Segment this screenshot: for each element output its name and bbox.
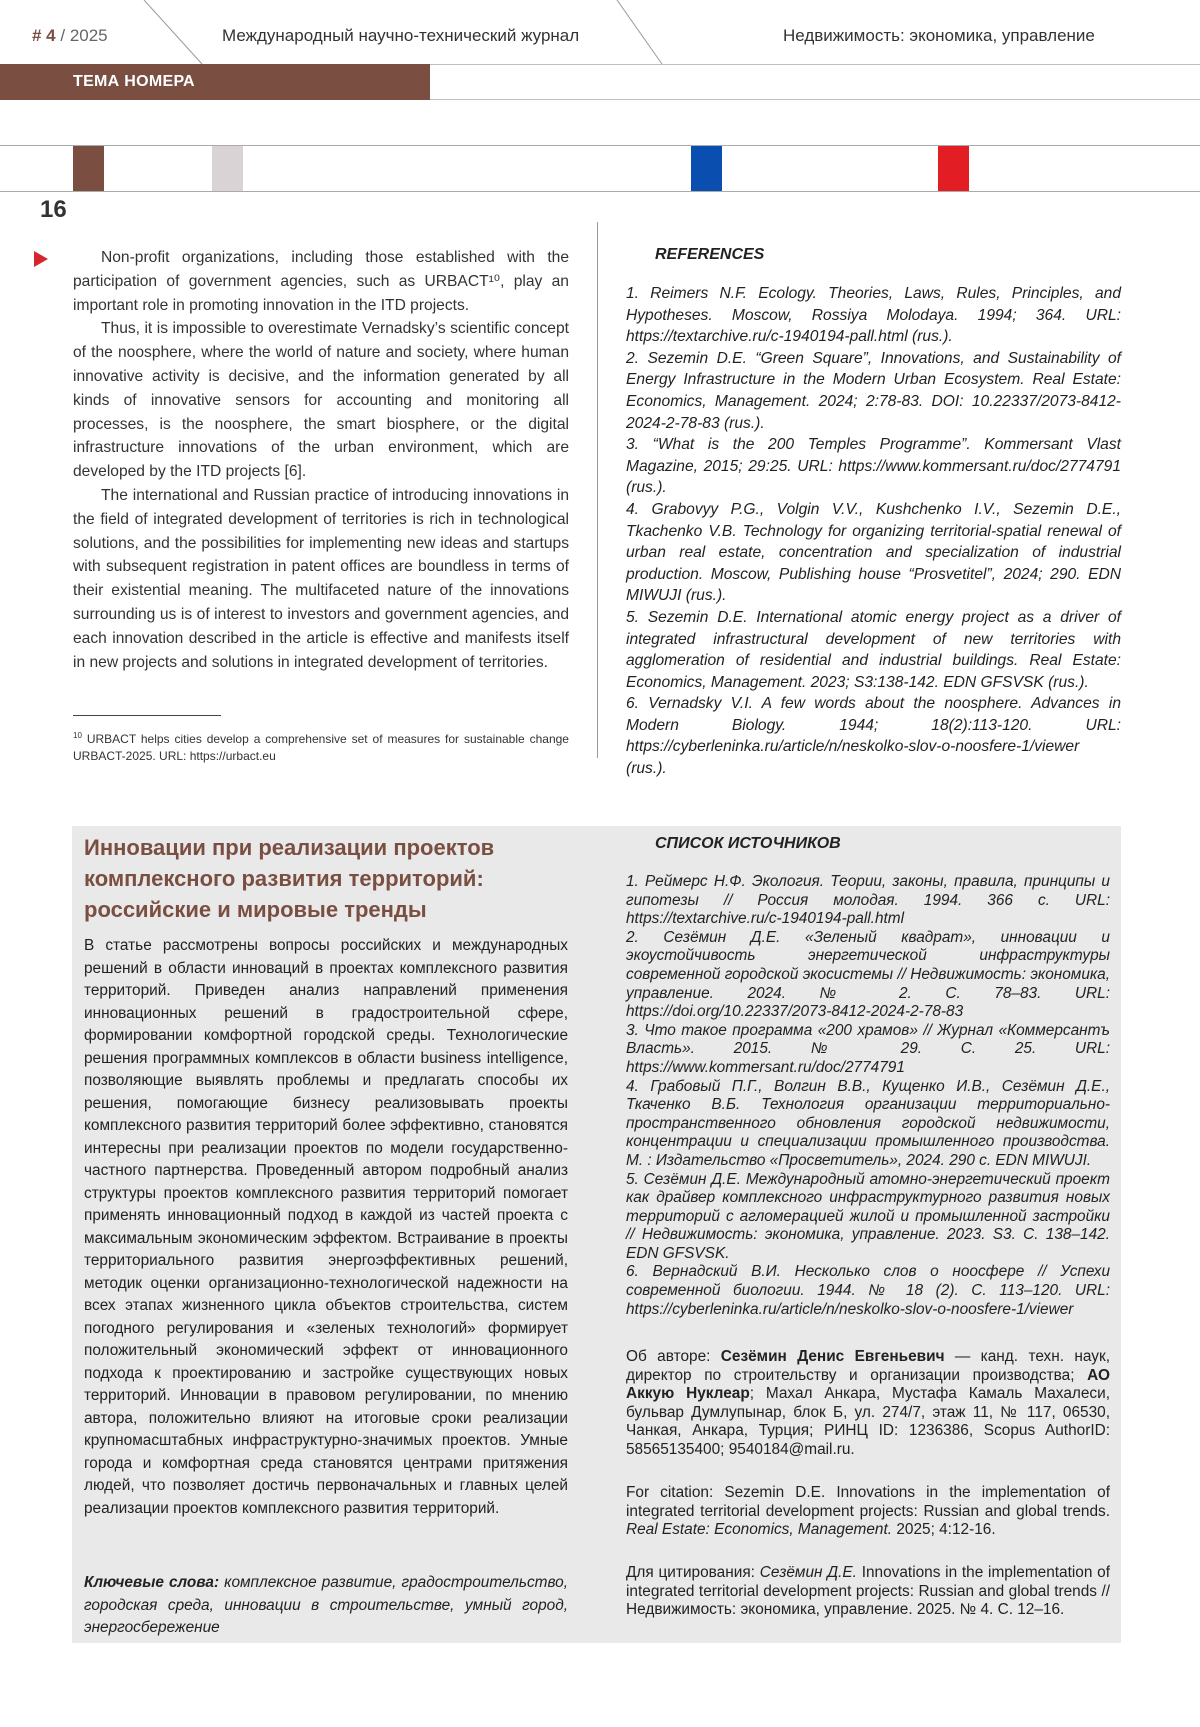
reference-item: 2. Sezemin D.E. “Green Square”, Innovations, and Sustainability of Energy Infrastructure in the Modern Urban Ecosystem. Real Estate: Economics, Management. 2024; 2:78-83. DOI: 10.22337/2073-8412-2024-2-78-83 (rus.). xyxy=(626,349,1121,432)
reference-item: 3. “What is the 200 Temples Programme”. Kommersant Vlast Magazine, 2015; 29:25. URL: https://www.kommersant.ru/doc/2774791 (rus.). xyxy=(626,436,1121,497)
reference-item: 2. Сезёмин Д.Е. «Зеленый квадрат», инновации и экоустойчивость энергетической инфраструктуры современной городской экосистемы // Недвижимость: экономика, управление. 2024. № 2. С. 78–83. URL: https://doi.org/10.22337/2073-8412-2024-2-78-83 xyxy=(626,928,1110,1021)
reference-item: 5. Сезёмин Д.Е. Международный атомно-энергетический проект как драйвер комплексного инфраструктурного развития новых территорий с агломерацией жилой и промышленной застройки // Недвижимость: экономика, управление. 2023. S3. С. 138–142. EDN GFSVSK. xyxy=(626,1170,1110,1262)
reference-item: 3. Что такое программа «200 храмов» // Журнал «Коммерсантъ Власть». 2015. № 29. С. 25. URL: https://www.kommersant.ru/doc/2774791 xyxy=(626,1021,1110,1076)
references-title: REFERENCES xyxy=(655,246,765,263)
header-diagonals xyxy=(0,0,1200,70)
reference-item: 5. Sezemin D.E. International atomic energy project as a driver of integrated infrastructural development of new territories with agglomeration of residential and industrial buildings. Real Estate: Economics, Management. 2023; S3:138-142. EDN GFSVSK (rus.). xyxy=(626,608,1121,691)
russian-references-title: СПИСОК ИСТОЧНИКОВ xyxy=(655,835,841,852)
issue-number: # 4 / 2025 xyxy=(32,26,108,45)
color-strip-bottom-rule xyxy=(0,191,1200,192)
footnote: $^{10}$ URBACT helps cities develop a comprehensive set of measures for sustainable change URBACT-2025. URL: https://urbact.eu xyxy=(73,731,569,763)
reference-item: 1. Reimers N.F. Ecology. Theories, Laws, Rules, Principles, and Hypotheses. Moscow, Rossiya Molodaya. 1994; 364. URL: https://textarchive.ru/c-1940194-pall.html (rus.). xyxy=(626,285,1121,346)
body-paragraph: The international and Russian practice of introducing innovations in the field of integrated development of territories is rich in technological solutions, and the possibilities for implementing new ideas and startups with subsequent registration in patent offices are boundless in terms of their existential meaning. The multifaceted nature of the innovations surrounding us is of interest to investors and government agencies, and each innovation described in the article is effective and manifests itself in new projects and solutions in integrated development of territories. xyxy=(73,486,569,671)
russian-references-list xyxy=(626,873,1110,1319)
footnote-rule xyxy=(73,715,221,716)
red-color-square xyxy=(938,146,969,191)
russian-references-section xyxy=(626,835,1110,1319)
color-strip-top-rule xyxy=(0,145,1200,146)
author-info: Об авторе: Сезёмин Денис Евгеньевич — канд. техн. наук, директор по строительству и организации производства; АО Аккую Нуклеар; Махал Анкара, Мустафа Камаль Махалеси, бульвар Думлупынар, блок Б, ул. 274/7, этаж 11, № 117, 06530, Чанкая, Анкара, Турция; РИНЦ ID: 1236386, Scopus AuthorID: 58565135400; 9540184@mail.ru. xyxy=(626,1348,1111,1458)
reference-item: 4. Grabovyy P.G., Volgin V.V., Kushchenko I.V., Sezemin D.E., Tkachenko V.B. Technology for organizing territorial-spatial renewal of urban real estate, concentration and specialization of industrial production. Moscow, Publishing house “Prosvetitel”, 2024; 290. EDN MIWUJI (rus.). xyxy=(626,500,1121,605)
continue-arrow-icon xyxy=(34,251,48,267)
citation-english: For citation: Sezemin D.E. Innovations in the implementation of integrated territorial development projects: Russian and global trends. Real Estate: Economics, Management. 2025; 4:12-16. xyxy=(626,1484,1110,1539)
blue-color-square xyxy=(691,146,722,191)
body-paragraph: Non-profit organizations, including those established with the participation of government agencies, such as URBACT¹⁰, play an important role in promoting innovation in the ITD projects. xyxy=(73,249,569,314)
gray-color-square xyxy=(212,146,243,191)
references-section xyxy=(626,246,1121,780)
reference-item: 6. Вернадский В.И. Несколько слов о ноосфере // Успехи современной биологии. 1944. № 18 (2). С. 113–120. URL: https://cyberleninka.ru/article/n/neskolko-slov-o-noosfere-1/viewer xyxy=(626,1263,1110,1318)
reference-item: 1. Реймерс Н.Ф. Экология. Теории, законы, правила, принципы и гипотезы // Россия молодая. 1994. 366 с. URL: https://textarchive.ru/c-1940194-pall.html xyxy=(626,873,1110,928)
section-label: ТЕМА НОМЕРА xyxy=(73,73,195,90)
column-divider xyxy=(597,222,598,758)
citation-russian: Для цитирования: Сезёмин Д.Е. Innovations in the implementation of integrated territorial development projects: Russian and global trends // Недвижимость: экономика, управление. 2025. № 4. С. 12–16. xyxy=(626,1564,1111,1619)
russian-keywords: Ключевые слова: комплексное развитие, градостроительство, городская среда, инновации в строительстве, умный город, энергосбережение xyxy=(84,1574,569,1636)
journal-type: Международный научно-технический журнал xyxy=(222,26,580,45)
section-bar xyxy=(0,64,430,100)
references-list xyxy=(626,283,1121,780)
english-body xyxy=(73,246,569,674)
section-rule xyxy=(430,99,1200,100)
page-number: 16 xyxy=(40,196,67,223)
body-paragraph: Thus, it is impossible to overestimate Vernadsky’s scientific concept of the noosphere, where the world of nature and society, where human innovative activity is decisive, and the information generated by all kinds of innovative sensors for accounting and monitoring all processes, is the noosphere, the smart biosphere, or the digital infrastructure innovations of the urban environment, which are developed by the ITD projects [6]. xyxy=(73,320,569,481)
reference-item: 4. Грабовый П.Г., Волгин В.В., Кущенко И.В., Сезёмин Д.Е., Ткаченко В.Б. Технология организации территориально-пространственного обновления городской недвижимости, концентрации и специализации промышленного производства. М. : Издательство «Просветитель», 2024. 290 с. EDN MIWUJI. xyxy=(626,1077,1110,1169)
russian-abstract: В статье рассмотрены вопросы российских и международных решений в области инноваций в проектах комплексного развития территорий. Приведен анализ направлений применения инновационных решений в градостроительной сфере, формировании комфортной городской среды. Технологические решения программных комплексов в области business intelligence, позволяющие выявлять проблемы и предлагать способы их решения, помогающие бизнесу реализовывать проекты комплексного развития территорий более эффективно, становятся интересны при реализации проектов по модели государственно-частного партнерства. Проведенный автором подробный анализ структуры проектов комплексного развития территорий помогает применять инновационный подход в каждой из частей проекта с максимальным экономическим эффектом. Встраивание в проекты территориального развития энергоэффективных решений, методик оценки организационно-технологической надежности на всех этапах жизненного цикла объектов строительства, систем погодного регулирования и «зеленых технологий» формирует положительный экономический эффект от инновационного подхода к проектированию и застройке существующих новых территорий. Инновации в правовом регулировании, по мнению автора, положительно влияют на итоговые сроки реализации крупномасштабных инфраструктурно-значимых проектов. Умные города и комфортная среда становятся центрами притяжения людей, что позволяет достичь первоначальных и главных целей реализации проектов комплексного развития территорий. xyxy=(84,937,568,1517)
brand-color-square xyxy=(73,146,104,191)
russian-article-title: Инновации при реализации проектов комплексного развития территорий: российские и мировые тренды xyxy=(84,835,495,922)
reference-item: 6. Vernadsky V.I. A few words about the noosphere. Advances in Modern Biology. 1944; 18(2):113-120. URL: https://cyberleninka.ru/article/n/neskolko-slov-o-noosfere-1/viewer (rus.). xyxy=(626,695,1121,778)
journal-title: Недвижимость: экономика, управление xyxy=(783,26,1095,45)
